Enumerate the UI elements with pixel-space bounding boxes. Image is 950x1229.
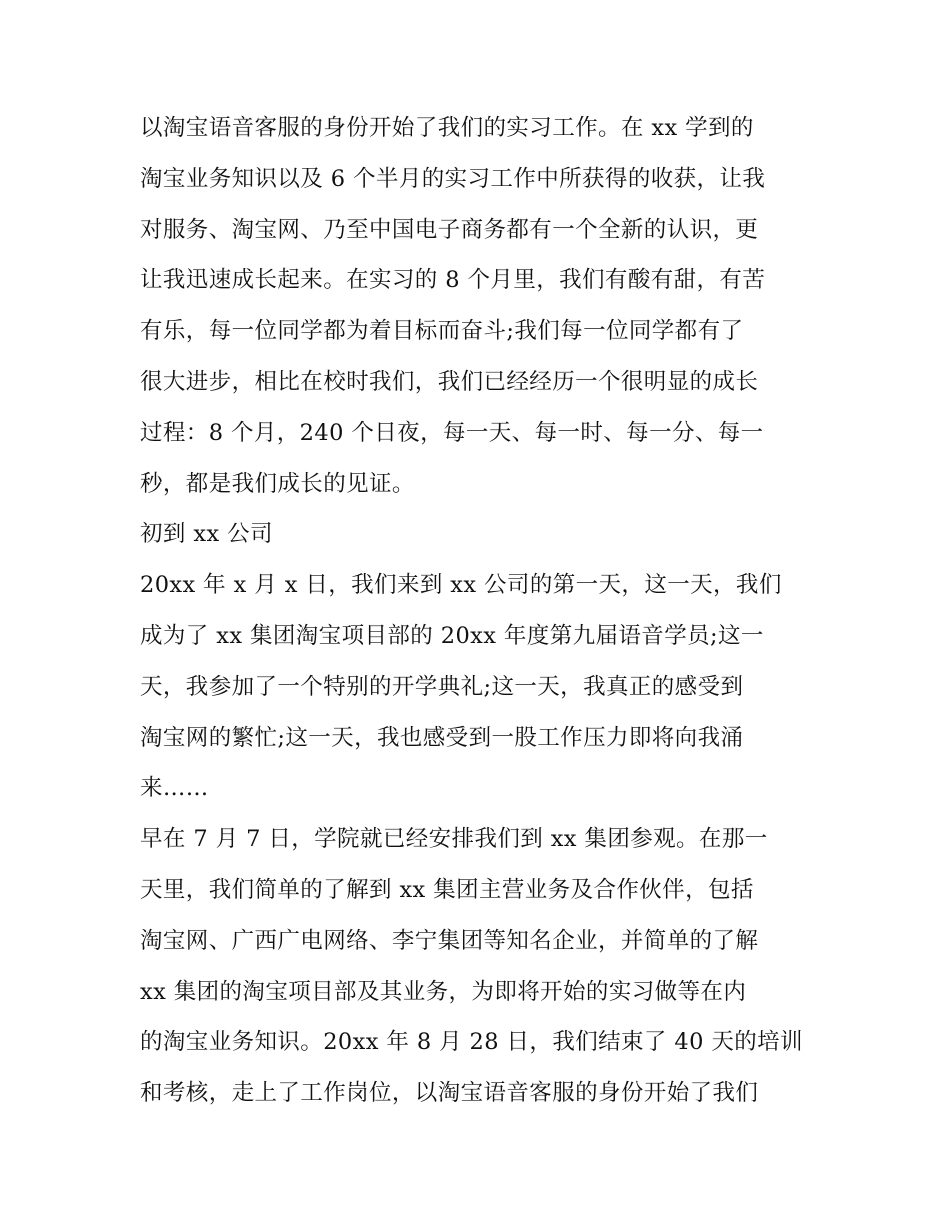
text-line: 以淘宝语音客服的身份开始了我们的实习工作。在 xx 学到的	[140, 115, 754, 141]
text-line: 成为了 xx 集团淘宝项目部的 20xx 年度第九届语音学员;这一	[140, 622, 764, 649]
text-line: 天里，我们简单的了解到 xx 集团主营业务及合作伙伴，包括	[140, 876, 754, 903]
text-line: 和考核，走上了工作岗位，以淘宝语音客服的身份开始了我们	[140, 1080, 759, 1107]
text-line: xx 集团的淘宝项目部及其业务，为即将开始的实习做等在内	[140, 978, 747, 1005]
text-line: 的淘宝业务知识。20xx 年 8 月 28 日，我们结束了 40 天的培训	[140, 1029, 803, 1056]
text-line: 秒，都是我们成长的见证。	[140, 470, 415, 497]
text-line: 对服务、淘宝网、乃至中国电子商务都有一个全新的认识，更	[140, 216, 759, 243]
section-heading	[140, 509, 820, 560]
text-line: 淘宝网、广西广电网络、李宁集团等知名企业，并简单的了解	[140, 927, 759, 954]
paragraph-company-visit	[140, 814, 820, 1119]
paragraph-internship-summary	[140, 103, 820, 509]
text-line: 天，我参加了一个特别的开学典礼;这一天，我真正的感受到	[140, 673, 744, 700]
text-line: 让我迅速成长起来。在实习的 8 个月里，我们有酸有甜，有苦	[140, 267, 766, 294]
text-line: 早在 7 月 7 日，学院就已经安排我们到 xx 集团参观。在那一	[140, 826, 768, 853]
text-line: 很大进步，相比在校时我们，我们已经经历一个很明显的成长	[140, 368, 759, 395]
text-line: 淘宝网的繁忙;这一天，我也感受到一股工作压力即将向我涌	[140, 724, 744, 751]
document-body	[140, 103, 820, 1119]
text-line: 有乐，每一位同学都为着目标而奋斗;我们每一位同学都有了	[140, 318, 744, 345]
section-heading-text: 初到 xx 公司	[140, 521, 273, 548]
text-line: 淘宝业务知识以及 6 个半月的实习工作中所获得的收获，让我	[140, 165, 766, 192]
text-line: 过程：8 个月，240 个日夜，每一天、每一时、每一分、每一	[140, 419, 764, 446]
text-line: 来……	[140, 775, 209, 802]
text-line: 20xx 年 x 月 x 日，我们来到 xx 公司的第一天，这一天，我们	[140, 572, 782, 599]
paragraph-first-day	[140, 560, 820, 814]
